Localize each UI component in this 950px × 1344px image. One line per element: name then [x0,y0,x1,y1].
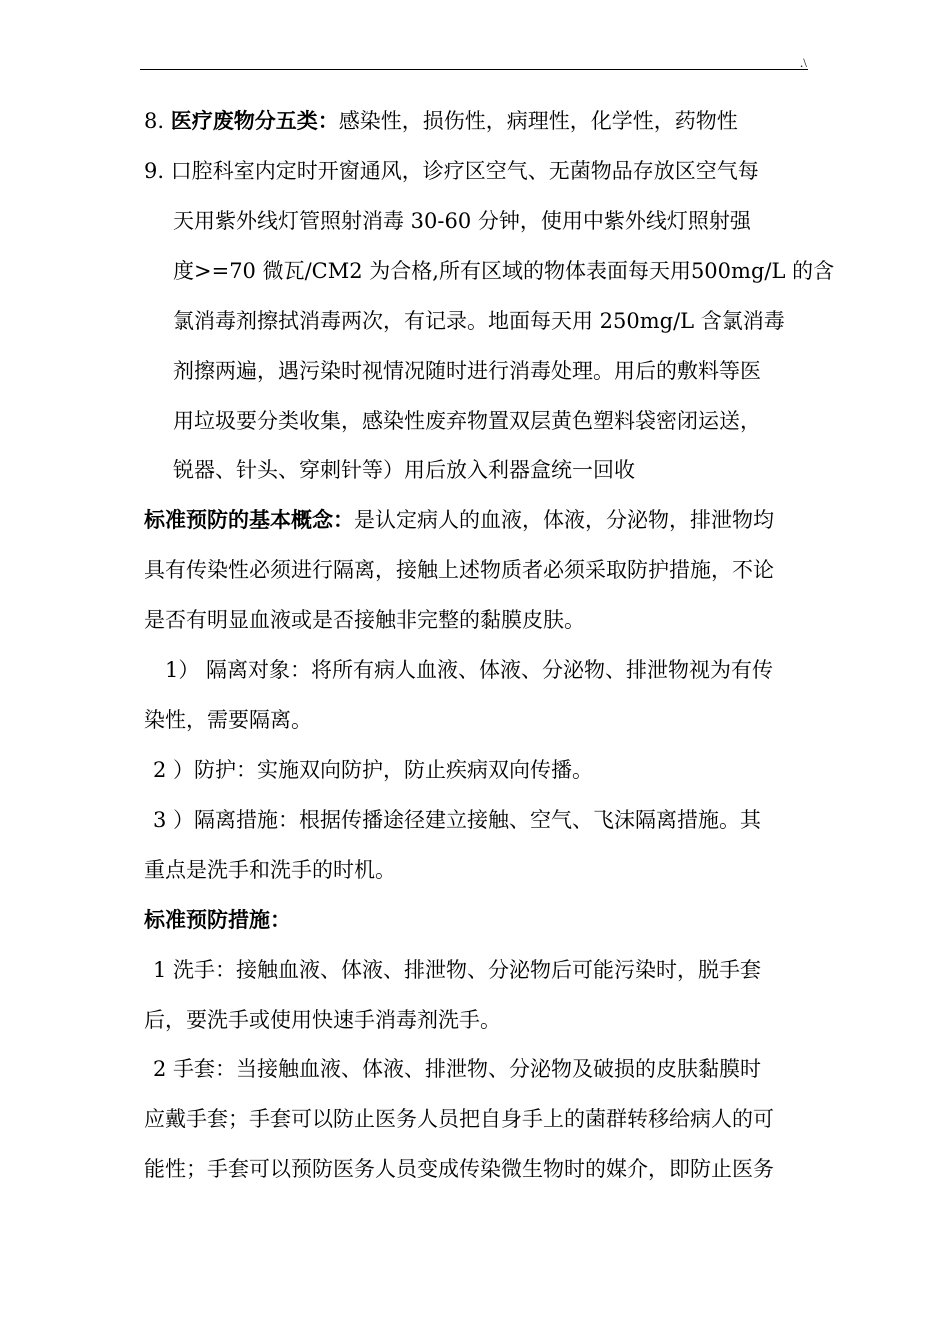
header-mark: .\ [800,55,807,70]
text-line: 具有传染性必须进行隔离，接触上述物质者必须采取防护措施，不论 [144,558,774,582]
text-line: 染性，需要隔离。 [144,708,312,732]
text-line: 后，要洗手或使用快速手消毒剂洗手。 [144,1008,501,1032]
text-line: 1 洗手：接触血液、体液、排泄物、分泌物后可能污染时，脱手套 [153,958,762,982]
line-text: 感染性，损伤性，病理性，化学性，药物性 [338,109,738,133]
line-text: 口腔科室内定时开窗通风，诊疗区空气、无菌物品存放区空气每 [170,159,759,183]
text-line: 是否有明显血液或是否接触非完整的黏膜皮肤。 [144,608,585,632]
text-line: 3 ）隔离措施：根据传播途径建立接触、空气、飞沫隔离措施。其 [153,808,762,832]
text-line [144,107,738,135]
text-line: 锐器、针头、穿刺针等）用后放入利器盒统一回收 [173,458,635,482]
text-line: 重点是洗手和洗手的时机。 [144,858,396,882]
text-line: 天用紫外线灯管照射消毒 30-60 分钟，使用中紫外线灯照射强 [173,209,751,233]
text-line [144,157,759,185]
section-heading: 标准预防措施： [144,907,291,932]
list-number: 9. [144,159,165,183]
text-line: 能性；手套可以预防医务人员变成传染微生物时的媒介，即防止医务 [144,1157,774,1181]
text-line [144,506,774,534]
text-line: 2 手套：当接触血液、体液、排泄物、分泌物及破损的皮肤黏膜时 [153,1057,762,1081]
text-line: 应戴手套；手套可以防止医务人员把自身手上的菌群转移给病人的可 [144,1107,774,1131]
text-line: 1） 隔离对象：将所有病人血液、体液、分泌物、排泄物视为有传 [165,658,774,682]
bold-heading: 医疗废物分五类： [170,108,339,133]
list-number: 8. [144,109,165,133]
text-line: 氯消毒剂擦拭消毒两次，有记录。地面每天用 250mg/L 含氯消毒 [173,309,785,333]
header-rule [140,69,808,70]
text-line: 2 ）防护：实施双向防护，防止疾病双向传播。 [153,758,594,782]
text-line: 度>=70 微瓦/CM2 为合格,所有区域的物体表面每天用500mg/L 的含 [173,259,835,283]
bold-heading: 标准预防的基本概念： [144,507,354,532]
text-line: 剂擦两遍，遇污染时视情况随时进行消毒处理。用后的敷料等医 [173,359,761,383]
line-text: 是认定病人的血液，体液，分泌物，排泄物均 [354,508,774,532]
text-line: 用垃圾要分类收集，感染性废弃物置双层黄色塑料袋密闭运送， [173,409,761,433]
